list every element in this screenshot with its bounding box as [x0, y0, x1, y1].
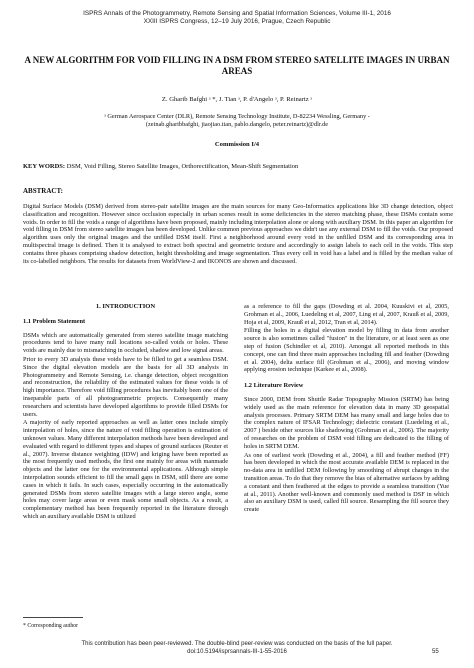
affiliation-emails: (zeinab.gharibbafghi, jiaojiao.tian, pablo.dangelo, peter.reinartz)@dlr.de: [145, 121, 329, 128]
paper-title: A NEW ALGORITHM FOR VOID FILLING IN A DSM FROM STEREO SATELLITE IMAGES IN URBAN AREAS: [24, 55, 450, 76]
keywords-label: KEY WORDS:: [23, 163, 66, 170]
affiliation: [20, 113, 454, 129]
paragraph: as a reference to fill the gaps (Dowding et al. 2004, Kuuskivi et al, 2005, Grohman et al., 2006, Luedeling et al, 2007, Ling et al, 2007, Krauß et al, 2009, Hoja et al, 2009, Krauß et al, 2012, Tran et al, 2014).: [244, 303, 449, 326]
footer-doi[interactable]: doi:10.5194/isprsannals-III-1-55-2016: [187, 648, 287, 655]
footnote-divider: [23, 617, 83, 618]
paragraph: Since 2000, DEM from Shuttle Radar Topography Mission (SRTM) has being widely used as the main reference for elevation data in many 3D geospatial analysis processes. Primary SRTM DEM has many small and large holes due to the complex nature of IFSAR Technology; dielectric constant (Luedeling et al., 2007 ) beside other sources like shadowing (Grohman et al., 2006). The majority of researches on the problem of DSM void filling are dedicated to the filling of holes in SRTM DEM.: [244, 395, 449, 450]
keywords-text: DSM, Void Filling, Stereo Satellite Images, Orthorectification, Mean-Shift Segmentation: [65, 163, 299, 170]
subsection-heading-problem-statement: 1.1 Problem Statement: [23, 317, 86, 325]
left-column: [23, 303, 228, 522]
abstract-text: Digital Surface Models (DSM) derived from stereo-pair satellite images are the main sources for many Geo-Informatics applications like 3D change detection, object classification and recognition. However since occlusion especially in urban scenes result in some deficiencies in the stereo matching phase, these DSMs contain some voids. In order to fill the voids a range of algorithms have been proposed, mainly including interpolation alone or along with auxiliary DSM. In this paper an algorithm for void filling in DSM from stereo satellite images has been developed. Unlike common previous approaches we didn't use any external DSM to fill the voids. Our proposed algorithm uses only the original images and the unfilled DSM itself. First a neighborhood around every void in the unfilled DSM and its corresponding area in multispectral image is defined. Then it is analysed to extract both spectral and geometric texture and accordingly to assign labels to each cell in the voids. This step contains three phases comprising shadow detection, height thresholding and image segmentation. Thus every cell in void has a label and is filled by the median value of its co-labelled neighbors. The results for datasets from WorldView-2 and IKONOS are shown and discussed.: [23, 203, 454, 265]
header-congress-line: XXIII ISPRS Congress, 12–19 July 2016, Prague, Czech Republic: [143, 18, 331, 25]
paragraph: Filling the holes in a digital elevation model by filling in data from another source is also sometimes called "fusion" in the literature, or at least seen as one step of fusion (Schindler et al, 2010). Amongst all reported methods in this concept, one can find three main approaches including fill and feather (Dowding et al. 2004), delta surface fill (Grohman et al., 2006), and moving window applying erosion technique (Karkee et al., 2008).: [244, 327, 449, 374]
subsection-heading-literature-review: 1.2 Literature Review: [244, 382, 304, 390]
abstract-heading: ABSTRACT:: [23, 187, 63, 195]
right-column: [244, 303, 449, 515]
running-header: [0, 10, 474, 26]
keywords: [23, 163, 453, 170]
paragraph: Prior to every 3D analysis these voids have to be filled to get a seamless DSM. Since the digital elevation models are the basis for all 3D analysis in Photogrammetry and Remote Sensing, i.e. change detection, object recognition and reconstruction, the reliability of the estimated values for these voids is of high importance. Therefore void filling procedures has inevitably been one of the inseparable parts of all photogrammetric projects. Consequently many researchers and scientists have developed algorithms to provide filled DSMs for users.: [23, 355, 228, 418]
paragraph: A majority of early reported approaches as well as latter ones include simply interpolation of holes, since the nature of void filling operation is estimation of unknown values. Many different interpolation methods have been developed and evaluated with regard to different types and shapes of ground surfaces (Reuter et al., 2007). Inverse distance weighting (IDW) and kriging have been reported as the most frequently used methods, the first one mainly for areas with manmade objects and the latter one for the environmental applications. Although simple interpolation sounds efficient to fill the small gaps in DSM, still there are some cases in which it fails. In such cases, especially occurring in the automatically generated DSMs from stereo satellite images with a large stereo angle, some holes may cover large areas or even mask some small objects. As a result, a complementary method has been frequently reported in the literature through which an auxiliary available DSM is utilized: [23, 419, 228, 520]
footer-review-note: This contribution has been peer-reviewed. The double-blind peer-review was conducted on the basis of the full paper.: [81, 641, 393, 647]
footnote-corresponding-author: * Corresponding author: [23, 623, 79, 629]
page-number: 55: [432, 649, 439, 655]
paragraph: As one of earliest work (Dowding et al., 2004), a fill and feather method (FF) has been developed in which the most accurate available DEM is replaced in the no-data area in unfilled DEM following by smoothing of abrupt changes in the transition areas. To do that they remove the bias of alternative surfaces by adding a constant and then feathered at the edges to provide a seamless transition (Yue at al., 2011). Another well-known and commonly used method is DSF in which also an auxiliary DSM is used, called fill source. Resampling the fill source they create: [244, 451, 449, 514]
section-heading-introduction: 1. INTRODUCTION: [95, 303, 156, 310]
commission-label: Commission I/4: [214, 141, 260, 148]
paragraph: DSMs which are automatically generated from stereo satellite image matching procedures tend to have many null locations so-called voids or holes. These voids are mainly due to mismatching in occluded, shadow and low signal areas.: [23, 331, 228, 355]
author-list: Z. Gharib Bafghi ᵃ *, J. Tian ᵃ, P. d'Angelo ᵃ, P. Reinartz ᵃ: [161, 96, 313, 103]
page-footer: [0, 641, 474, 656]
affiliation-line-1: ᵃ German Aerospace Center (DLR), Remote Sensing Technology Institute, D-82234 Wessling, Germany -: [104, 113, 370, 120]
header-journal-line: ISPRS Annals of the Photogrammetry, Remote Sensing and Spatial Information Sciences, Volume III-1, 2016: [83, 10, 391, 17]
